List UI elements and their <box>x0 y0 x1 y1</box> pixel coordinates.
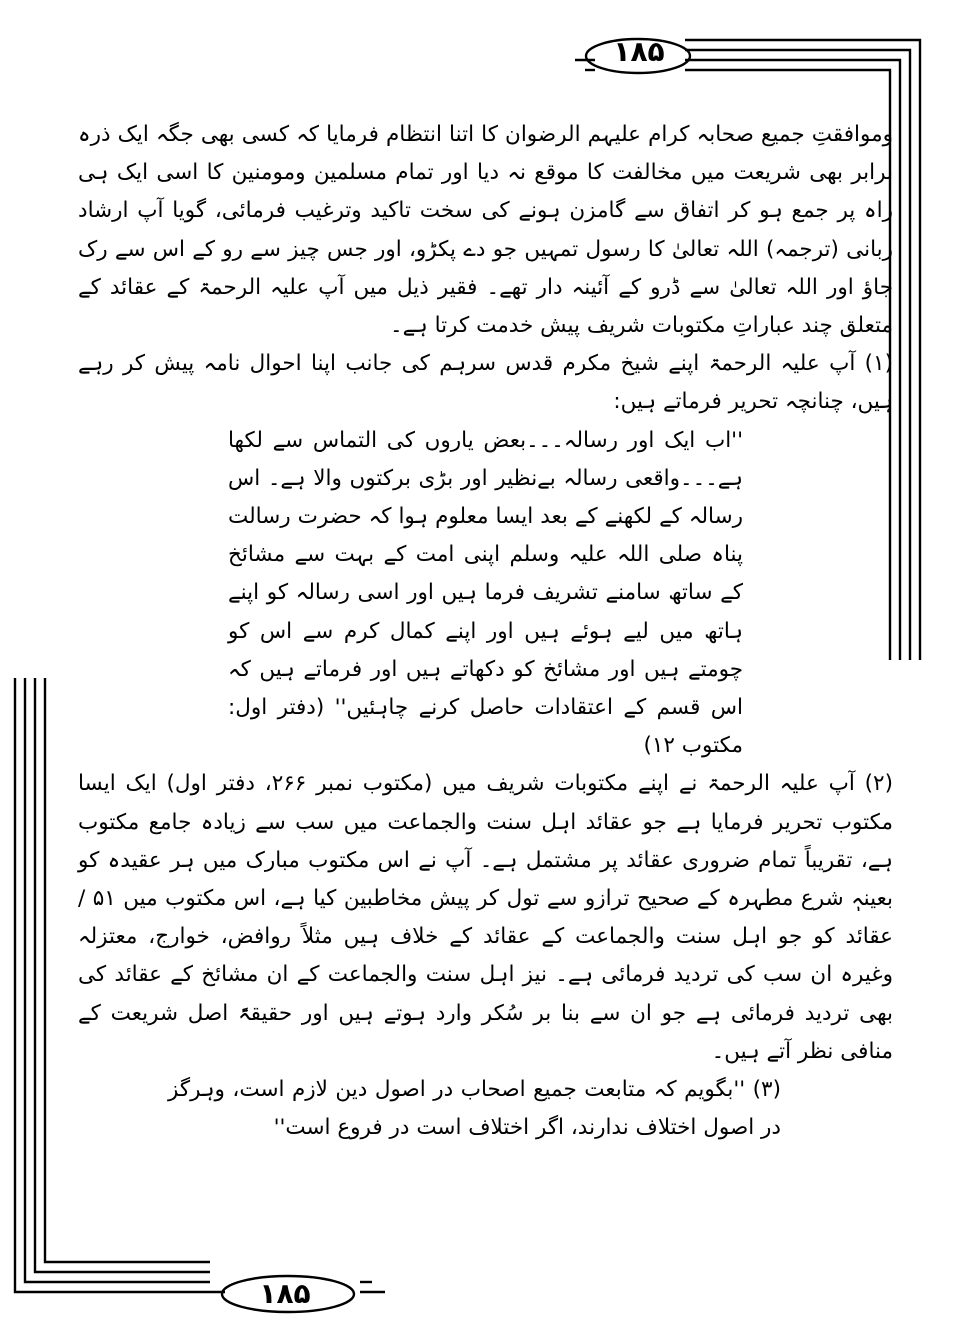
intro-paragraph: وموافقتِ جمیع صحابہ کرام علیہم الرضوان کا اتنا انتظام فرمایا کہ کسی بھی جگہ ایک ذرہ برابر بھی شریعت میں مخالفت کا موقع نہ دیا اور تمام مسلمین ومومنین کا اسی ایک ہی راہ پر جمع ہو کر اتفاق سے گامزن ہونے کی سخت تاکید وترغیب فرمائی، گویا آپ ارشاد ربانی (ترجمہ) اللہ تعالیٰ کا رسول تمہیں جو دے پکڑو، اور جس چیز سے رو کے اس سے رک جاؤ اور اللہ تعالیٰ سے ڈرو کے آئینہ دار تھے۔ فقیر ذیل میں آپ علیہ الرحمۃ کے عقائد کے متعلق چند عباراتِ مکتوبات شریف پیش خدمت کرتا ہے۔ <box>78 122 893 339</box>
paragraph-2: (۲) آپ علیہ الرحمۃ نے اپنے مکتوبات شریف میں (مکتوب نمبر ۲۶۶، دفتر اول) ایک ایسا مکتوب تحریر فرمایا ہے جو عقائد اہل سنت والجماعت میں سب سے زیادہ جامع مکتوب ہے، تقریباً تمام ضروری عقائد پر مشتمل ہے۔ آپ نے اس مکتوب مبارک میں ہر عقیدہ کو بعینہٖ شرع مطہرہ کے صحیح ترازو سے تول کر پیش مخاطبین کیا ہے، اس مکتوب میں ۵۱ / عقائد کو جو اہل سنت والجماعت کے عقائد کے خلاف ہیں مثلاً روافض، خوارج، معتزلہ وغیرہ ان سب کی تردید فرمائی ہے۔ نیز اہل سنت والجماعت کے ان مشائخ کے عقائد کی بھی تردید فرمائی ہے جو ان سے بنا بر سُکر وارد ہوتے ہیں اور حقیقۃً اصل شریعت کے منافی نظر آتے ہیں۔ <box>78 771 894 1064</box>
page-number-bottom: ۱۸۵ <box>259 1277 311 1310</box>
quotation-2: (۳) ''بگویم کہ متابعت جمیع اصحاب در اصول دین لازم است، وہرگز در اصول اختلاف ندارند، اگر اختلاف است در فروع است'' <box>168 1077 781 1141</box>
paragraph-1: (۱) آپ علیہ الرحمۃ اپنے شیخ مکرم قدس سرہم کی جانب اپنا احوال نامہ پیش کر رہے ہیں، چنانچہ تحریر فرماتے ہیں: <box>78 351 893 415</box>
page-number-top: ۱۸۵ <box>613 35 665 68</box>
page-body <box>78 116 893 1147</box>
quotation-1: ''اب ایک اور رسالہ۔۔۔بعض یاروں کی التماس سے لکھا ہے۔۔۔واقعی رسالہ بےنظیر اور بڑی برکتوں والا ہے۔ اس رسالہ کے لکھنے کے بعد ایسا معلوم ہوا کہ حضرت رسالت پناہ صلی اللہ علیہ وسلم اپنی امت کے بہت سے مشائخ کے ساتھ سامنے تشریف فرما ہیں اور اسی رسالہ کو اپنے ہاتھ میں لیے ہوئے ہیں اور اپنے کمال کرم سے اس کو چومتے ہیں اور مشائخ کو دکھاتے ہیں اور فرماتے ہیں کہ اس قسم کے اعتقادات حاصل کرنے چاہئیں'' (دفتر اول: مکتوب ۱۲) <box>228 427 743 759</box>
